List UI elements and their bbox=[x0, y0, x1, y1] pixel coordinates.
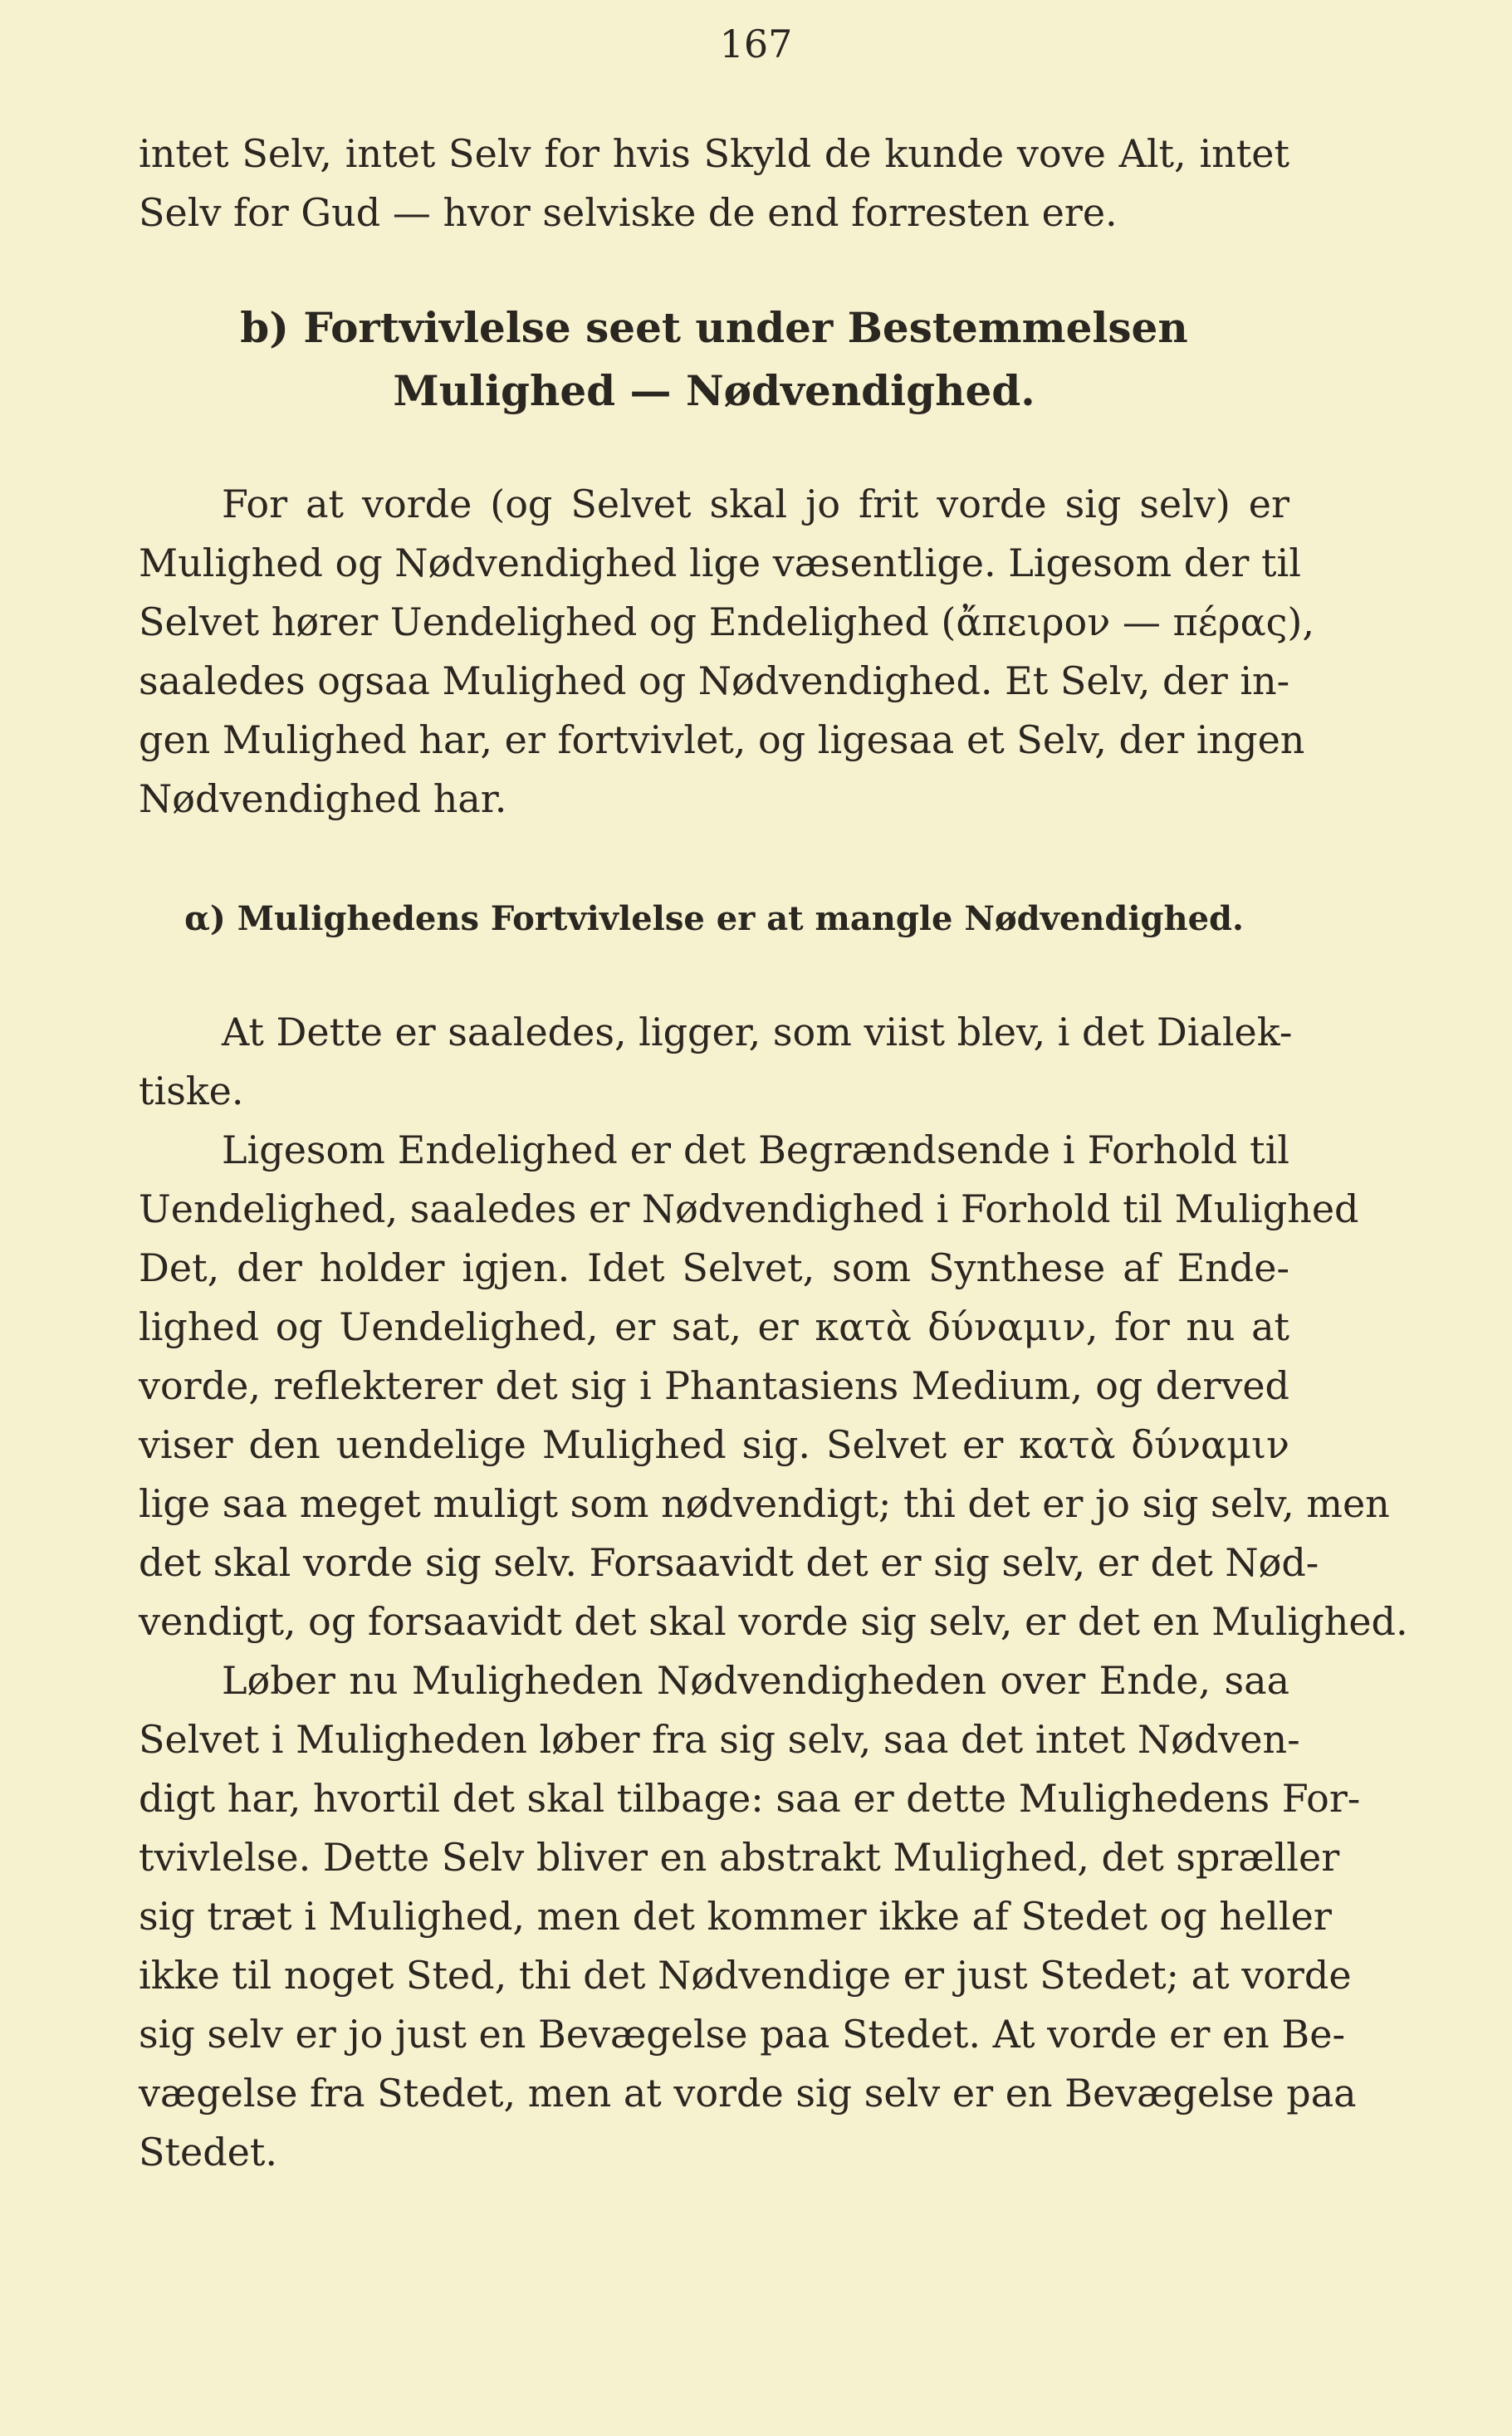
text-line: For at vorde (og Selvet skal jo frit vorde sig selv) er bbox=[222, 482, 1289, 526]
text-line: det skal vorde sig selv. Forsaavidt det er sig selv, er det Nød- bbox=[139, 1540, 1319, 1585]
text-line: tvivlelse. Dette Selv bliver en abstrakt Mulighed, det spræller bbox=[139, 1835, 1340, 1880]
heading-line: b) Fortvivlelse seet under Bestemmelsen bbox=[240, 303, 1188, 352]
text-line: Stedet. bbox=[139, 2130, 277, 2174]
text-line: sig træt i Mulighed, men det kommer ikke af Stedet og heller bbox=[139, 1894, 1332, 1939]
text-line: vendigt, og forsaavidt det skal vorde sig selv, er det en Mulighed. bbox=[139, 1599, 1408, 1644]
text-line: intet Selv, intet Selv for hvis Skyld de kunde vove Alt, intet bbox=[139, 131, 1289, 176]
text-line: Det, der holder igjen. Idet Selvet, som Synthese af Ende- bbox=[139, 1245, 1289, 1290]
text-line: gen Mulighed har, er fortvivlet, og ligesaa et Selv, der ingen bbox=[139, 717, 1305, 762]
text-line: viser den uendelige Mulighed sig. Selvet er κατὰ δύναμιν bbox=[139, 1422, 1289, 1467]
paragraph-4 bbox=[139, 1651, 1361, 2182]
text-line: sig selv er jo just en Bevægelse paa Stedet. At vorde er en Be- bbox=[139, 2012, 1345, 2057]
section-heading bbox=[139, 296, 1289, 423]
text-line: vægelse fra Stedet, men at vorde sig selv er en Bevægelse paa bbox=[139, 2071, 1357, 2116]
text-line: lige saa meget muligt som nødvendigt; thi det er jo sig selv, men bbox=[139, 1481, 1390, 1526]
page-number: 167 bbox=[719, 22, 793, 66]
text-line: lighed og Uendelighed, er sat, er κατὰ δύναμιν, for nu at bbox=[139, 1304, 1289, 1349]
text-line: Mulighed og Nødvendighed lige væsentlige. Ligesom der til bbox=[139, 541, 1301, 585]
paragraph-2 bbox=[139, 1003, 1293, 1121]
paragraph-1 bbox=[139, 475, 1314, 829]
text-line: Selvet i Muligheden løber fra sig selv, saa det intet Nødven- bbox=[139, 1717, 1300, 1762]
text-line: Løber nu Muligheden Nødvendigheden over Ende, saa bbox=[222, 1658, 1289, 1703]
text-line: Ligesom Endelighed er det Begrændsende i Forhold til bbox=[222, 1128, 1289, 1172]
heading-line: Mulighed — Nødvendighed. bbox=[393, 366, 1035, 415]
subheading-line: α) Mulighedens Fortvivlelse er at mangle Nødvendighed. bbox=[184, 899, 1244, 938]
paragraph-3 bbox=[139, 1121, 1408, 1651]
text-line: digt har, hvortil det skal tilbage: saa er dette Mulighedens For- bbox=[139, 1776, 1361, 1821]
text-line: At Dette er saaledes, ligger, som viist blev, i det Dialek- bbox=[222, 1010, 1293, 1054]
text-line: Selvet hører Uendelighed og Endelighed (ἄπειρον — πέρας), bbox=[139, 599, 1314, 644]
text-line: tiske. bbox=[139, 1069, 244, 1113]
text-line: Selv for Gud — hvor selviske de end forresten ere. bbox=[139, 190, 1118, 235]
subsection-heading bbox=[139, 889, 1289, 948]
text-line: vorde, reflekterer det sig i Phantasiens Medium, og derved bbox=[139, 1363, 1289, 1408]
text-line: Nødvendighed har. bbox=[139, 776, 507, 821]
text-line: Uendelighed, saaledes er Nødvendighed i Forhold til Mulighed bbox=[139, 1186, 1359, 1231]
intro-paragraph bbox=[139, 125, 1289, 242]
text-line: ikke til noget Sted, thi det Nødvendige er just Stedet; at vorde bbox=[139, 1953, 1352, 1998]
text-line: saaledes ogsaa Mulighed og Nødvendighed. Et Selv, der in- bbox=[139, 658, 1290, 703]
